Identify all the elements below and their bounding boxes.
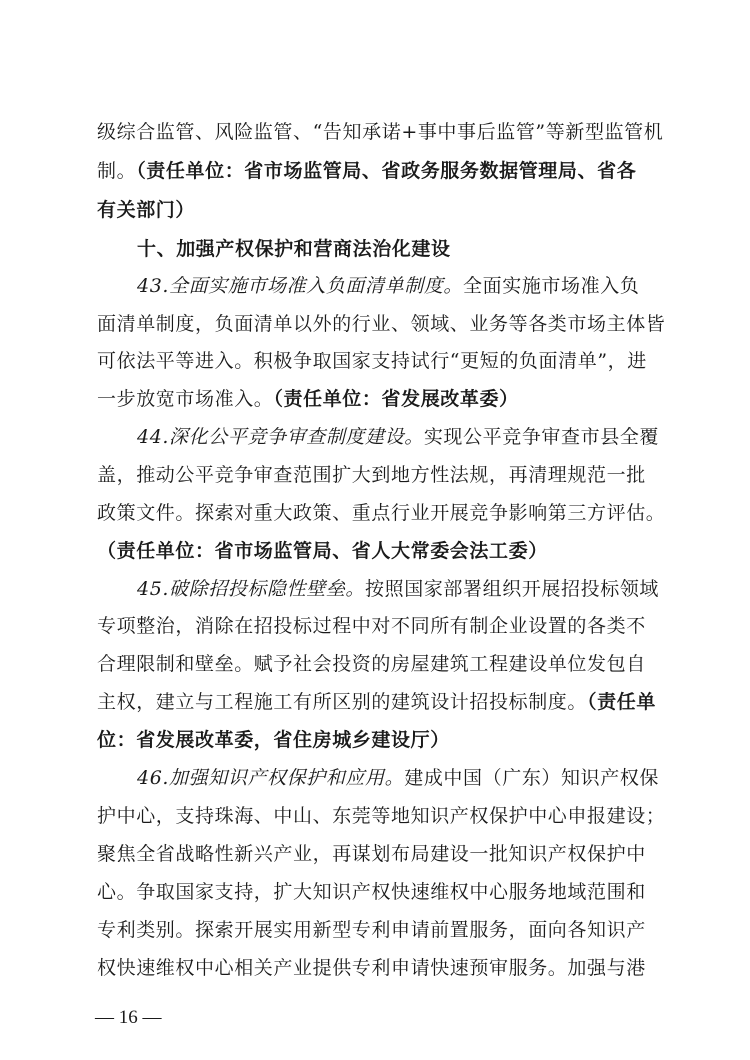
item-title: 46.加强知识产权保护和应用。: [137, 767, 405, 789]
item-title: 43.全面实施市场准入负面清单制度。: [137, 275, 464, 297]
body-line: 合理限制和壁垒。赋予社会投资的房屋建筑工程建设单位发包自: [97, 653, 646, 675]
item-line: 43.全面实施市场准入负面清单制度。全面实施市场准入负: [137, 275, 640, 297]
body-line: 盖，推动公平竞争审查范围扩大到地方性法规，再清理规范一批: [97, 464, 646, 486]
responsibility-note: （责任单位：省市场监管局、省人大常委会法工委）: [97, 540, 548, 562]
body-line: 主权，建立与工程施工有所区别的建筑设计招投标制度。（责任单: [97, 691, 656, 713]
item-title: 44.深化公平竞争审查制度建设。: [137, 426, 424, 448]
body-line: 政策文件。探索对重大政策、重点行业开展竞争影响第三方评估。: [97, 502, 666, 524]
body-line: [97, 537, 667, 565]
body-line: [97, 726, 667, 754]
responsibility-note: （责任单位：省发展改革委）: [273, 388, 519, 410]
responsibility-note: 位：省发展改革委，省住房城乡建设厅）: [97, 729, 450, 751]
item-title: 45.破除招投标隐性壁垒。: [137, 578, 366, 600]
body-line: 护中心，支持珠海、中山、东莞等地知识产权保护中心申报建设；: [97, 805, 666, 827]
body-line: 权快速维权中心相关产业提供专利申请快速预审服务。加强与港: [97, 957, 646, 979]
body-line: 一步放宽市场准入。（责任单位：省发展改革委）: [97, 388, 519, 410]
body-line: 聚焦全省战略性新兴产业，再谋划布局建设一批知识产权保护中: [97, 843, 646, 865]
responsibility-note: （责任单位：省市场监管局、省政务服务数据管理局、省各: [136, 160, 637, 182]
body-line: 级综合监管、风险监管、“告知承诺+事中事后监管”等新型监管机: [97, 121, 664, 143]
body-line: 制。（责任单位：省市场监管局、省政务服务数据管理局、省各: [97, 160, 637, 182]
section-heading: 十、加强产权保护和营商法治化建设: [137, 238, 451, 260]
body-line: 可依法平等进入。积极争取国家支持试行“更短的负面清单”，进: [97, 350, 647, 372]
responsibility-note: （责任单: [587, 691, 656, 713]
item-line: 46.加强知识产权保护和应用。建成中国（广东）知识产权保: [137, 767, 660, 789]
body-line: 心。争取国家支持，扩大知识产权快速维权中心服务地域范围和: [97, 881, 646, 903]
page-number: — 16 —: [95, 1007, 162, 1028]
item-line: 44.深化公平竞争审查制度建设。实现公平竞争审查市县全覆: [137, 426, 660, 448]
body-line: 面清单制度，负面清单以外的行业、领域、业务等各类市场主体皆: [97, 313, 666, 335]
body-line: 专项整治，消除在招投标过程中对不同所有制企业设置的各类不: [97, 615, 646, 637]
body-line: [97, 196, 667, 224]
responsibility-note: 有关部门）: [97, 199, 196, 221]
body-line: 专利类别。探索开展实用新型专利申请前置服务，面向各知识产: [97, 919, 646, 941]
item-line: 45.破除招投标隐性壁垒。按照国家部署组织开展招投标领域: [137, 578, 660, 600]
